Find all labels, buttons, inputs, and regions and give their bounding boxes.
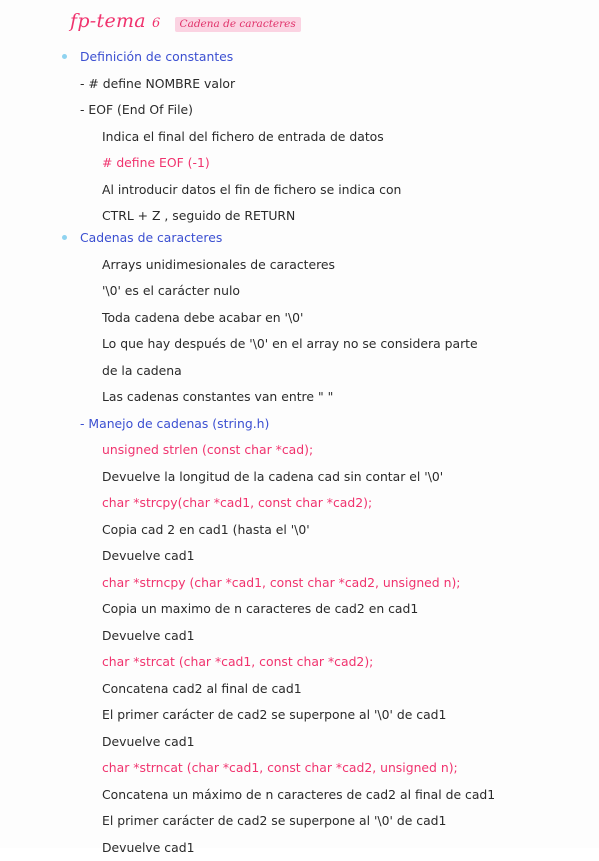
note-line: Devuelve la longitud de la cadena cad sin contar el '\0' [62,464,582,491]
page-title: fp-tema 6 [70,10,161,32]
note-line: Arrays unidimesionales de caracteres [62,252,582,279]
section-strings [62,225,582,861]
section-heading-constants: Definición de constantes [62,44,582,71]
note-line: El primer carácter de cad2 se superpone al '\0' de cad1 [62,702,582,729]
section-heading-strings: Cadenas de caracteres [62,225,582,252]
note-line: El primer carácter de cad2 se superpone al '\0' de cad1 [62,808,582,835]
note-line: Concatena cad2 al final de cad1 [62,676,582,703]
note-line: Devuelve cad1 [62,623,582,650]
note-line: Copia un maximo de n caracteres de cad2 en cad1 [62,596,582,623]
note-line: char *strncpy (char *cad1, const char *cad2, unsigned n); [62,570,582,597]
note-line: Devuelve cad1 [62,729,582,756]
bullet-icon [62,54,67,59]
note-line: '\0' es el carácter nulo [62,278,582,305]
note-line: de la cadena [62,358,582,385]
note-line: Toda cadena debe acabar en '\0' [62,305,582,332]
note-line: Lo que hay después de '\0' en el array no se considera parte [62,331,582,358]
note-line: - Manejo de cadenas (string.h) [62,411,582,438]
note-line: unsigned strlen (const char *cad); [62,437,582,464]
section-constants [62,44,582,230]
note-line: char *strncat (char *cad1, const char *cad2, unsigned n); [62,755,582,782]
page-header [70,10,301,32]
note-line: Indica el final del fichero de entrada de datos [62,124,582,151]
topic-number: 6 [152,16,161,31]
note-line: CTRL + Z , seguido de RETURN [62,203,582,230]
note-line: Devuelve cad1 [62,835,582,861]
note-line: char *strcpy(char *cad1, const char *cad2); [62,490,582,517]
note-line: Devuelve cad1 [62,543,582,570]
note-line: Copia cad 2 en cad1 (hasta el '\0' [62,517,582,544]
note-line: - # define NOMBRE valor [62,71,582,98]
note-line: Al introducir datos el fin de fichero se indica con [62,177,582,204]
note-line: char *strcat (char *cad1, const char *cad2); [62,649,582,676]
note-line: Las cadenas constantes van entre " " [62,384,582,411]
note-line: # define EOF (-1) [62,150,582,177]
note-line: - EOF (End Of File) [62,97,582,124]
topic-highlight: Cadena de caracteres [175,17,301,32]
bullet-icon [62,235,67,240]
note-line: Concatena un máximo de n caracteres de cad2 al final de cad1 [62,782,582,809]
